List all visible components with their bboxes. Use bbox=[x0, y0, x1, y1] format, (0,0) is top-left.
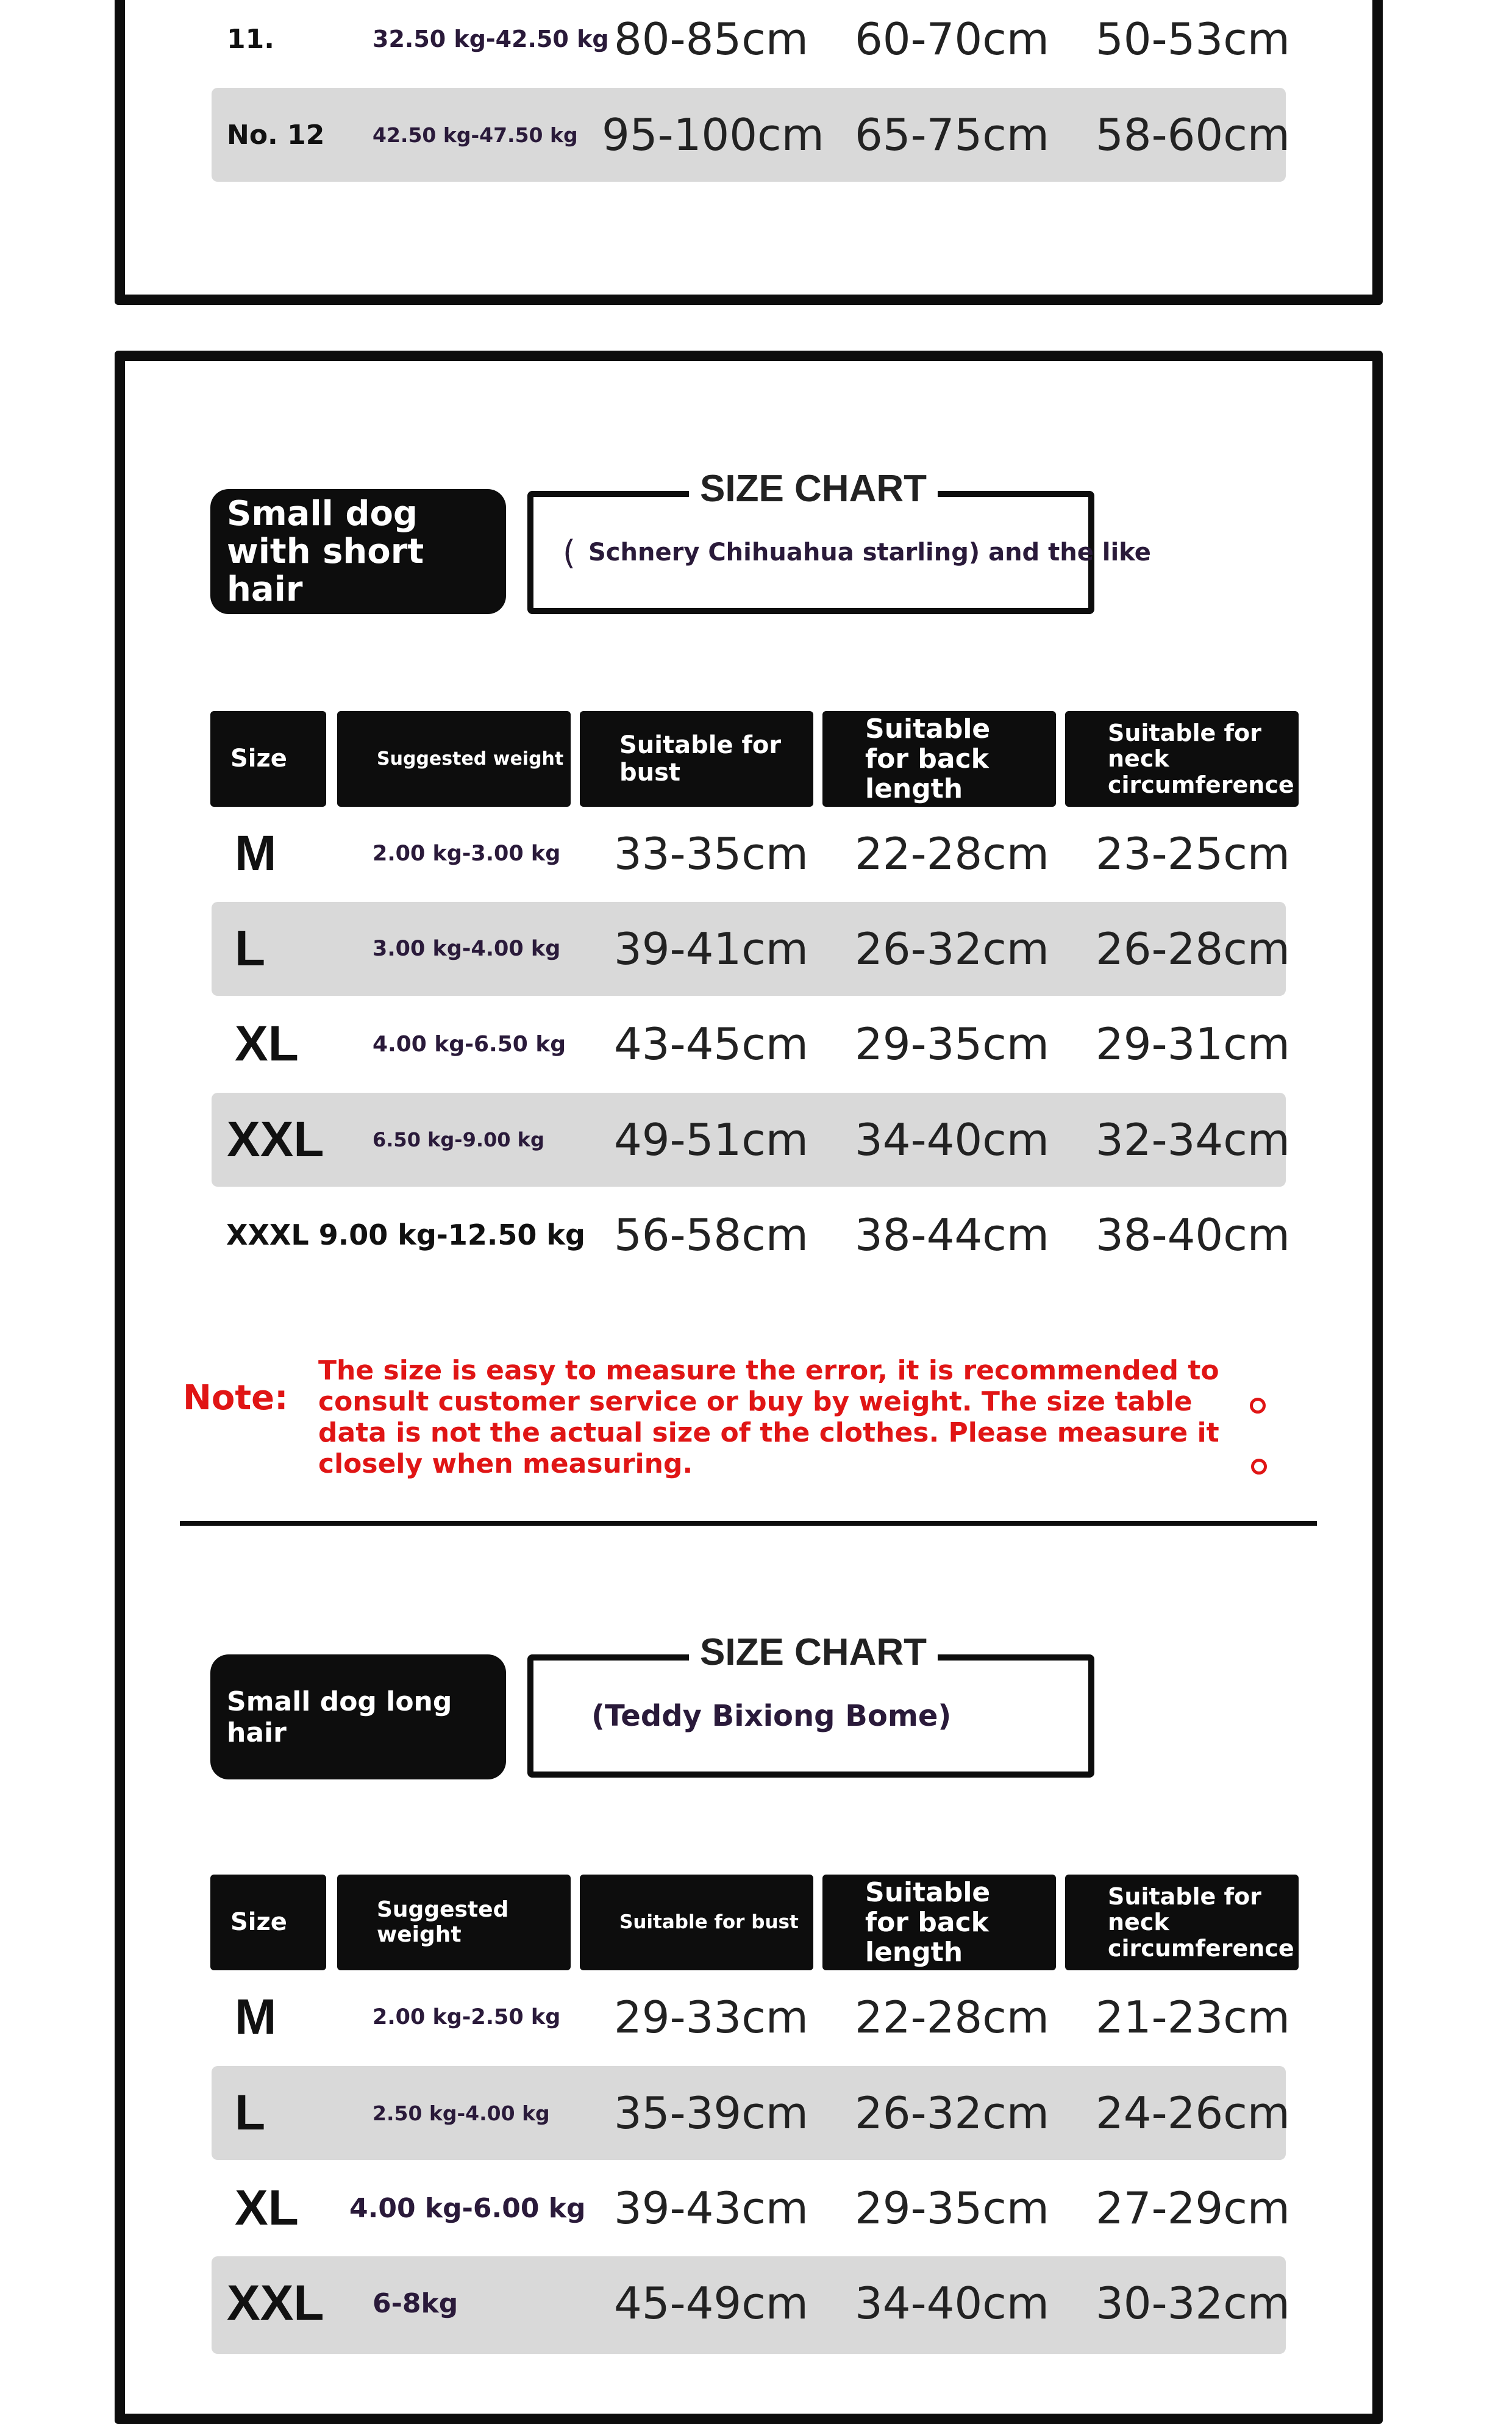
back-cell: 29-35cm bbox=[855, 2183, 1049, 2234]
table-row bbox=[212, 902, 1290, 996]
size-chart-box bbox=[527, 468, 1151, 614]
table-row bbox=[212, 2161, 1290, 2255]
neck-cell: 38-40cm bbox=[1096, 1209, 1290, 1260]
header-back-length bbox=[822, 711, 1056, 807]
table-row bbox=[212, 88, 1290, 182]
chart-title: SIZE CHART bbox=[689, 462, 938, 517]
table-row bbox=[212, 997, 1290, 1091]
bust-cell: 35-39cm bbox=[614, 2087, 808, 2139]
chart-subtitle: Schnery Chihuahua starling) and the like bbox=[588, 538, 1151, 567]
table-row bbox=[212, 1188, 1290, 1282]
back-cell: 38-44cm bbox=[855, 1209, 1049, 1260]
neck-cell: 30-32cm bbox=[1096, 2278, 1290, 2329]
neck-cell: 23-25cm bbox=[1096, 828, 1290, 879]
bust-cell: 33-35cm bbox=[614, 828, 808, 879]
note-text: The size is easy to measure the error, it is recommended to consult customer service or buy by weight. The size table data is not the actual size of the clothes. Please measure it closely when measuring. bbox=[318, 1355, 1219, 1479]
size-cell: M bbox=[235, 1989, 277, 2045]
table-row bbox=[212, 1970, 1290, 2064]
section-divider bbox=[180, 1521, 1317, 1526]
neck-cell: 29-31cm bbox=[1096, 1018, 1290, 1070]
size-cell: XL bbox=[235, 1016, 299, 1071]
back-cell: 60-70cm bbox=[855, 13, 1049, 65]
neck-cell: 27-29cm bbox=[1096, 2183, 1290, 2234]
chart-title: SIZE CHART bbox=[689, 1625, 938, 1680]
back-cell: 34-40cm bbox=[855, 2278, 1049, 2329]
weight-cell: 6.50 kg-9.00 kg bbox=[373, 1128, 544, 1151]
neck-cell: 50-53cm bbox=[1096, 13, 1290, 65]
header-back-length-label: Suitable for back length bbox=[865, 1876, 991, 1968]
weight-cell: 6-8kg bbox=[373, 2287, 458, 2319]
back-cell: 65-75cm bbox=[855, 109, 1049, 160]
size-cell: 11. bbox=[227, 23, 274, 55]
header-back-length bbox=[822, 1875, 1056, 1970]
neck-cell: 32-34cm bbox=[1096, 1114, 1290, 1165]
neck-cell: 26-28cm bbox=[1096, 923, 1290, 974]
size-weight-cell: XXXL 9.00 kg-12.50 kg bbox=[226, 1218, 585, 1251]
bust-cell: 45-49cm bbox=[614, 2278, 808, 2329]
neck-cell: 58-60cm bbox=[1096, 109, 1290, 160]
back-cell: 29-35cm bbox=[855, 1018, 1049, 1070]
size-cell: XXL bbox=[227, 1112, 324, 1167]
weight-cell: 3.00 kg-4.00 kg bbox=[373, 937, 561, 961]
header-size: Size bbox=[210, 711, 326, 807]
table-row bbox=[212, 807, 1290, 901]
header-back-length-label: Suitable for back length bbox=[865, 713, 991, 805]
header-neck-label: Suitable for neck circumference bbox=[1108, 719, 1294, 798]
table-row bbox=[212, 1093, 1290, 1187]
size-cell: XL bbox=[235, 2180, 299, 2236]
header-neck bbox=[1065, 711, 1299, 807]
weight-cell: 4.00 kg-6.50 kg bbox=[373, 1031, 566, 1057]
size-cell: L bbox=[235, 2085, 266, 2140]
back-cell: 26-32cm bbox=[855, 2087, 1049, 2139]
weight-cell: 42.50 kg-47.50 kg bbox=[373, 123, 578, 147]
bust-cell: 95-100cm bbox=[602, 109, 824, 160]
neck-cell: 21-23cm bbox=[1096, 1992, 1290, 2043]
size-cell: No. 12 bbox=[227, 119, 325, 151]
chart-subtitle: (Teddy Bixiong Bome) bbox=[591, 1699, 952, 1733]
note-label: Note: bbox=[183, 1378, 288, 1418]
header-bust: Suitable for bust bbox=[580, 711, 813, 807]
badge-label: Small dog long hair bbox=[227, 1686, 452, 1748]
category-badge bbox=[210, 1654, 506, 1779]
size-cell: M bbox=[235, 826, 277, 881]
red-circle-icon bbox=[1251, 1459, 1267, 1475]
category-badge bbox=[210, 489, 506, 614]
bust-cell: 80-85cm bbox=[614, 13, 808, 65]
bust-cell: 43-45cm bbox=[614, 1018, 808, 1070]
header-size: Size bbox=[210, 1875, 326, 1970]
neck-cell: 24-26cm bbox=[1096, 2087, 1290, 2139]
bust-cell: 39-41cm bbox=[614, 923, 808, 974]
table-row bbox=[212, 2066, 1290, 2160]
back-cell: 22-28cm bbox=[855, 828, 1049, 879]
back-cell: 22-28cm bbox=[855, 1992, 1049, 2043]
table-row bbox=[212, 2256, 1290, 2354]
weight-cell: 4.00 kg-6.00 kg bbox=[349, 2192, 586, 2224]
bust-cell: 49-51cm bbox=[614, 1114, 808, 1165]
header-neck bbox=[1065, 1875, 1299, 1970]
chart-bracket: ( bbox=[563, 533, 576, 572]
size-chart-box bbox=[527, 1631, 1094, 1778]
header-bust: Suitable for bust bbox=[580, 1875, 813, 1970]
header-neck-label: Suitable for neck circumference bbox=[1108, 1882, 1294, 1962]
red-circle-icon bbox=[1250, 1398, 1266, 1414]
back-cell: 34-40cm bbox=[855, 1114, 1049, 1165]
size-cell: XXL bbox=[227, 2275, 324, 2331]
size-cell: L bbox=[235, 921, 266, 976]
badge-label: Small dog with short hair bbox=[227, 493, 424, 609]
weight-cell: 2.50 kg-4.00 kg bbox=[373, 2101, 550, 2125]
header-weight: Suggested weight bbox=[337, 1875, 571, 1970]
weight-cell: 32.50 kg-42.50 kg bbox=[373, 26, 609, 52]
header-weight: Suggested weight bbox=[337, 711, 571, 807]
weight-cell: 2.00 kg-3.00 kg bbox=[373, 842, 561, 866]
bust-cell: 56-58cm bbox=[614, 1209, 808, 1260]
bust-cell: 29-33cm bbox=[614, 1992, 808, 2043]
weight-cell: 2.00 kg-2.50 kg bbox=[373, 2005, 561, 2029]
bust-cell: 39-43cm bbox=[614, 2183, 808, 2234]
table-row bbox=[212, 0, 1290, 86]
back-cell: 26-32cm bbox=[855, 923, 1049, 974]
